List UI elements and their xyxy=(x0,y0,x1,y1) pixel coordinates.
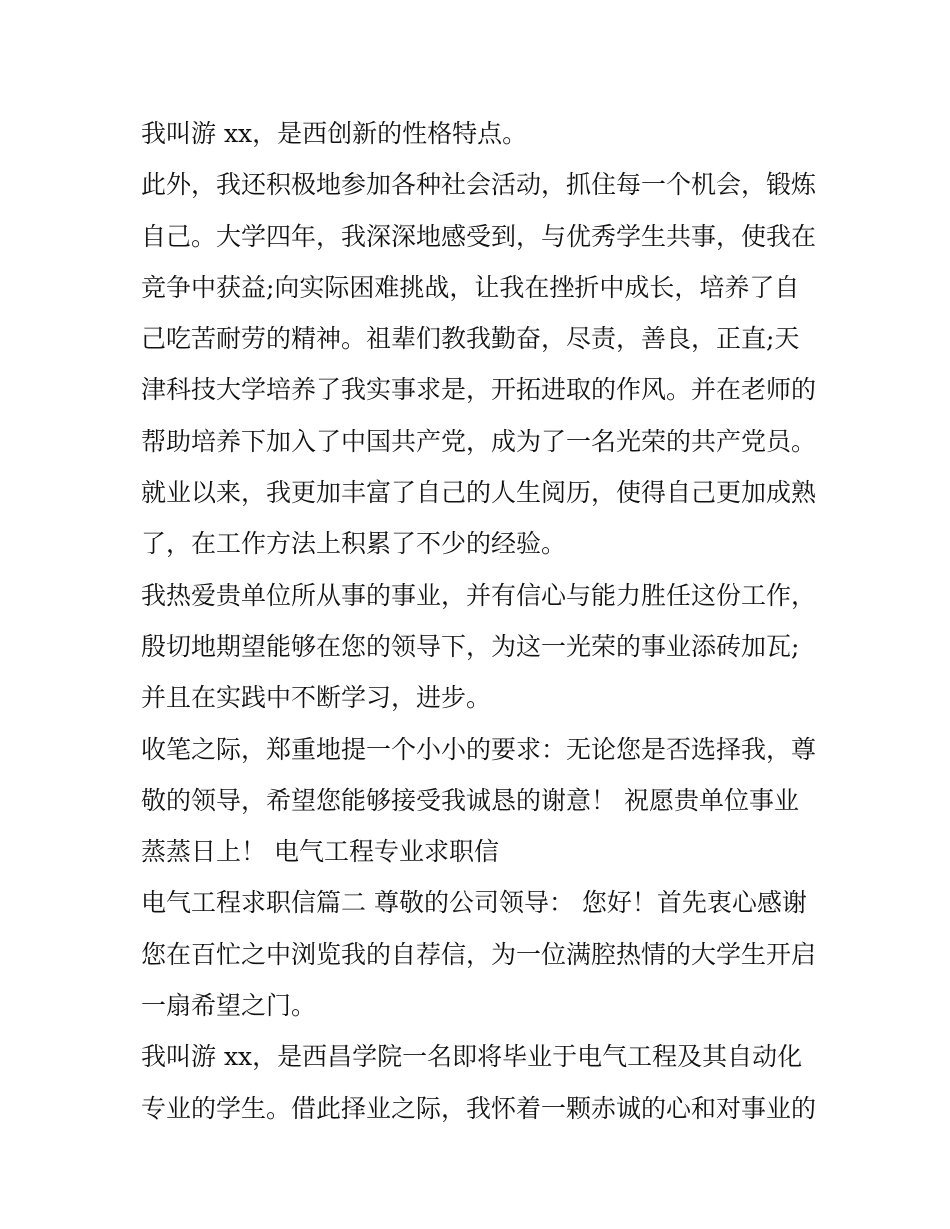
text-line-5: 己吃苦耐劳的精神。祖辈们教我勤奋，尽责，善良，正直;天 xyxy=(141,324,800,354)
text-line-10: 我热爱贵单位所从事的事业，并有信心与能力胜任这份工作， xyxy=(141,580,817,610)
text-line-17: 您在百忙之中浏览我的自荐信，为一位满腔热情的大学生开启 xyxy=(141,939,817,969)
text-line-1: 我叫游 xx，是西创新的性格特点。 xyxy=(141,119,528,148)
text-line-15: 蒸蒸日上！ 电气工程专业求职信 xyxy=(141,837,499,867)
letter-body xyxy=(141,108,821,1134)
text-line-9: 了，在工作方法上积累了不少的经验。 xyxy=(141,529,567,559)
text-line-16: 电气工程求职信篇二 尊敬的公司领导： 您好！首先衷心感谢 xyxy=(141,888,807,918)
text-line-4: 竞争中获益;向实际困难挑战，让我在挫折中成长，培养了自 xyxy=(141,272,800,302)
text-line-13: 收笔之际，郑重地提一个小小的要求：无论您是否选择我，尊 xyxy=(141,734,817,764)
text-line-3: 自己。大学四年，我深深地感受到，与优秀学生共事，使我在 xyxy=(141,221,817,251)
text-line-12: 并且在实践中不断学习，进步。 xyxy=(141,683,492,713)
text-line-19: 我叫游 xx，是西昌学院一名即将毕业于电气工程及其自动化 xyxy=(141,1042,803,1072)
text-line-8: 就业以来，我更加丰富了自己的人生阅历，使得自己更加成熟 xyxy=(141,478,817,508)
text-line-2: 此外，我还积极地参加各种社会活动，抓住每一个机会，锻炼 xyxy=(141,170,817,200)
text-line-18: 一扇希望之门。 xyxy=(141,991,317,1021)
text-line-14: 敬的领导，希望您能够接受我诚恳的谢意！ 祝愿贵单位事业 xyxy=(141,785,799,815)
text-line-6: 津科技大学培养了我实事求是，开拓进取的作风。并在老师的 xyxy=(141,375,817,405)
text-line-7: 帮助培养下加入了中国共产党，成为了一名光荣的共产党员。 xyxy=(141,426,817,456)
text-line-11: 殷切地期望能够在您的领导下，为这一光荣的事业添砖加瓦; xyxy=(141,631,800,661)
text-line-20: 专业的学生。借此择业之际，我怀着一颗赤诚的心和对事业的 xyxy=(141,1093,817,1123)
